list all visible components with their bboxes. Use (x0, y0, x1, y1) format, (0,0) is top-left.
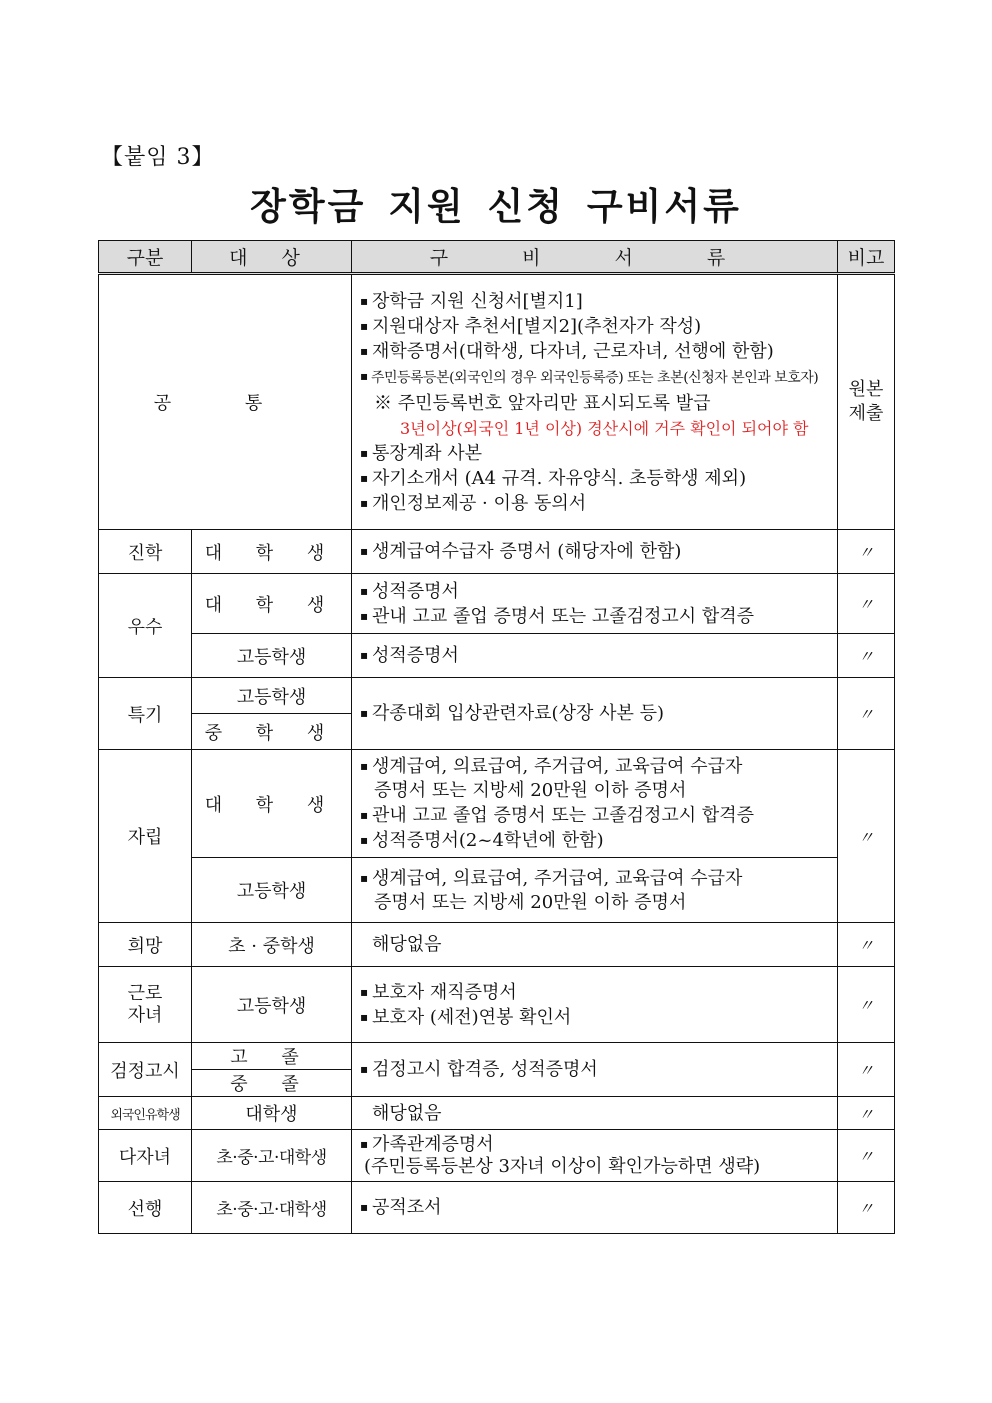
target-cell: 대 학 생 (192, 750, 352, 858)
document-title: 장학금 지원 신청 구비서류 (250, 185, 742, 228)
list-item: ▪ 성적증명서(2~4학년에 한함) (360, 828, 833, 853)
category-label: 근로 자녀 (127, 982, 163, 1026)
ditto-mark: 〃 (838, 634, 895, 678)
target-cell: 고 졸 (192, 1043, 352, 1070)
list-item: ▪ 성적증명서 (360, 579, 833, 604)
list-item: ▪ 생계급여수급자 증명서 (해당자에 한함) (360, 539, 833, 564)
row-oegugin (99, 1097, 895, 1130)
list-item: ▪ 재학증명서(대학생, 다자녀, 근로자녀, 선행에 한함) (360, 339, 833, 364)
category-cell: 선행 (99, 1182, 192, 1234)
ditto-mark: 〃 (838, 1043, 895, 1097)
list-note-red: 3년이상(외국인 1년 이상) 경산시에 거주 확인이 되어야 함 (400, 418, 809, 438)
list-item: ▪ 가족관계증명서 (360, 1133, 833, 1156)
list-item-cont: 증명서 또는 지방세 20만원 이하 증명서 (374, 891, 687, 913)
header-row (99, 241, 895, 274)
ditto-mark: 〃 (838, 1182, 895, 1234)
category-cell: 우수 (99, 574, 192, 678)
target-cell: 대 학 생 (192, 530, 352, 574)
target-cell: 고등학생 (192, 634, 352, 678)
row-common (99, 274, 895, 530)
list-item: ▪ 통장계좌 사본 (360, 441, 833, 466)
row-usu-2 (99, 634, 895, 678)
list-item-cont: 증명서 또는 지방세 20만원 이하 증명서 (374, 780, 687, 801)
target-cell: 초·중·고·대학생 (192, 1182, 352, 1234)
ditto-mark: 〃 (838, 574, 895, 634)
common-note: 원본 제출 (838, 274, 895, 530)
none-text: 해당없음 (352, 1097, 838, 1130)
list-item: ▪ 공적조서 (360, 1195, 833, 1220)
target-cell: 대 학 생 (192, 574, 352, 634)
ditto-mark: 〃 (838, 678, 895, 750)
target-cell: 중 학 생 (192, 714, 352, 750)
row-geunro (99, 967, 895, 1043)
list-item: ▪ 주민등록등본(외국인의 경우 외국인등록증) 또는 초본(신청자 본인과 보호자) (360, 364, 833, 391)
row-jinhak (99, 530, 895, 574)
list-item: ▪ 장학금 지원 신청서[별지1] (360, 289, 833, 314)
documents-table (98, 240, 895, 1234)
row-teukgi-1 (99, 678, 895, 714)
row-huimang (99, 923, 895, 967)
target-cell: 초·중·고·대학생 (192, 1130, 352, 1182)
row-dajanyeo (99, 1130, 895, 1182)
ditto-mark: 〃 (838, 750, 895, 923)
category-cell: 검정고시 (99, 1043, 192, 1097)
none-text: 해당없음 (352, 923, 838, 967)
list-item: ▪ 관내 고교 졸업 증명서 또는 고졸검정고시 합격증 (360, 803, 833, 828)
category-cell: 외국인유학생 (99, 1097, 192, 1130)
list-item: ▪ 검정고시 합격증, 성적증명서 (360, 1057, 833, 1082)
category-cell: 특기 (99, 678, 192, 750)
header-category: 구분 (99, 241, 192, 274)
target-cell: 중 졸 (192, 1070, 352, 1097)
header-documents: 구 비 서 류 (352, 241, 838, 274)
list-item: ▪ 관내 고교 졸업 증명서 또는 고졸검정고시 합격증 (360, 604, 833, 629)
row-seonhaeng (99, 1182, 895, 1234)
list-item: ▪ 생계급여, 의료급여, 주거급여, 교육급여 수급자 (360, 866, 833, 891)
list-item: ▪ 개인정보제공 · 이용 동의서 (360, 491, 833, 516)
row-usu-1 (99, 574, 895, 634)
category-cell (99, 967, 192, 1043)
list-item-cont: (주민등록등본상 3자녀 이상이 확인가능하면 생략) (364, 1156, 761, 1177)
target-cell: 고등학생 (192, 678, 352, 714)
ditto-mark: 〃 (838, 1130, 895, 1182)
common-items (352, 274, 838, 530)
list-item: ▪ 생계급여, 의료급여, 주거급여, 교육급여 수급자 (360, 754, 833, 779)
row-jarip-2 (99, 858, 895, 923)
attachment-label: 【붙임 3】 (101, 145, 215, 170)
ditto-mark: 〃 (838, 530, 895, 574)
list-item: ▪ 성적증명서 (360, 643, 833, 668)
ditto-mark: 〃 (838, 1097, 895, 1130)
row-geomjeong-1 (99, 1043, 895, 1070)
target-cell: 고등학생 (192, 858, 352, 923)
list-item: ▪ 자기소개서 (A4 규격. 자유양식. 초등학생 제외) (360, 466, 833, 491)
ditto-mark: 〃 (838, 923, 895, 967)
category-cell: 희망 (99, 923, 192, 967)
list-item: ▪ 보호자 재직증명서 (360, 980, 833, 1005)
category-cell: 자립 (99, 750, 192, 923)
row-jarip-1 (99, 750, 895, 858)
list-note: ※ 주민등록번호 앞자리만 표시되도록 발급 (374, 392, 711, 414)
list-item: ▪ 각종대회 입상관련자료(상장 사본 등) (360, 701, 833, 726)
target-cell: 초 · 중학생 (192, 923, 352, 967)
target-cell: 고등학생 (192, 967, 352, 1043)
category-cell: 다자녀 (99, 1130, 192, 1182)
target-cell: 대학생 (192, 1097, 352, 1130)
header-note: 비고 (838, 241, 895, 274)
category-cell: 진학 (99, 530, 192, 574)
list-item: ▪ 지원대상자 추천서[별지2](추천자가 작성) (360, 314, 833, 339)
list-item: ▪ 보호자 (세전)연봉 확인서 (360, 1005, 833, 1030)
common-category: 공 통 (99, 274, 352, 530)
header-target: 대 상 (192, 241, 352, 274)
ditto-mark: 〃 (838, 967, 895, 1043)
